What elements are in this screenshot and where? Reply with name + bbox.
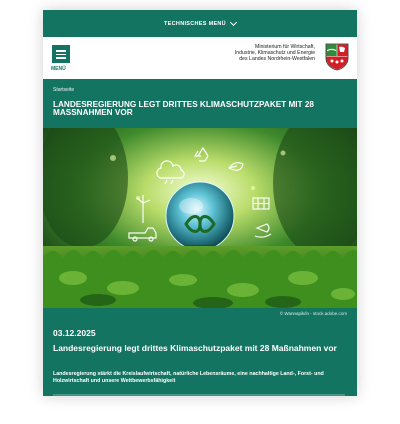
ministry-line: Industrie, Klimaschutz und Energie (234, 50, 315, 57)
menu-button[interactable] (52, 45, 70, 63)
menu-label[interactable]: MENÜ (51, 66, 66, 72)
hero-image (43, 128, 357, 308)
image-credit-bar (43, 308, 357, 320)
hamburger-line-icon (56, 54, 66, 56)
breadcrumb[interactable]: Startseite (53, 87, 75, 93)
site-header (43, 37, 357, 79)
content-fade (53, 394, 345, 396)
technical-menu-bar[interactable] (43, 10, 357, 37)
hamburger-line-icon (56, 50, 66, 52)
chevron-down-icon[interactable] (230, 18, 237, 25)
technical-menu-label[interactable]: TECHNISCHES MENÜ (164, 20, 226, 27)
green-globe-illustration (43, 128, 357, 308)
browser-viewport (43, 10, 357, 396)
hamburger-line-icon (56, 57, 66, 59)
article-date: 03.12.2025 (53, 328, 96, 338)
page-title-area (43, 79, 357, 128)
ministry-line: Ministerium für Wirtschaft, (255, 44, 315, 50)
nrw-coat-of-arms-logo[interactable] (325, 43, 349, 71)
article-headline[interactable]: Landesregierung legt drittes Klimaschutzpaket mit 28 Maßnahmen vor (53, 343, 337, 353)
image-credit: © Wannapik/in - stock.adobe.com (279, 311, 347, 316)
page-title: LANDESREGIERUNG LEGT DRITTES KLIMASCHUTZPAKET MIT 28 MASSNAHMEN VOR (53, 100, 314, 118)
article-teaser (43, 320, 357, 396)
ministry-line: des Landes Nordrhein-Westfalen (239, 56, 315, 63)
article-intro: Landesregierung stärkt die Kreislaufwirtschaft, natürliche Lebensräume, eine nachhaltige Land-, Forst- und Holzwirtschaft und unsere Wettbewerbsfähigkeit (53, 371, 324, 384)
ministry-name[interactable] (195, 44, 315, 63)
